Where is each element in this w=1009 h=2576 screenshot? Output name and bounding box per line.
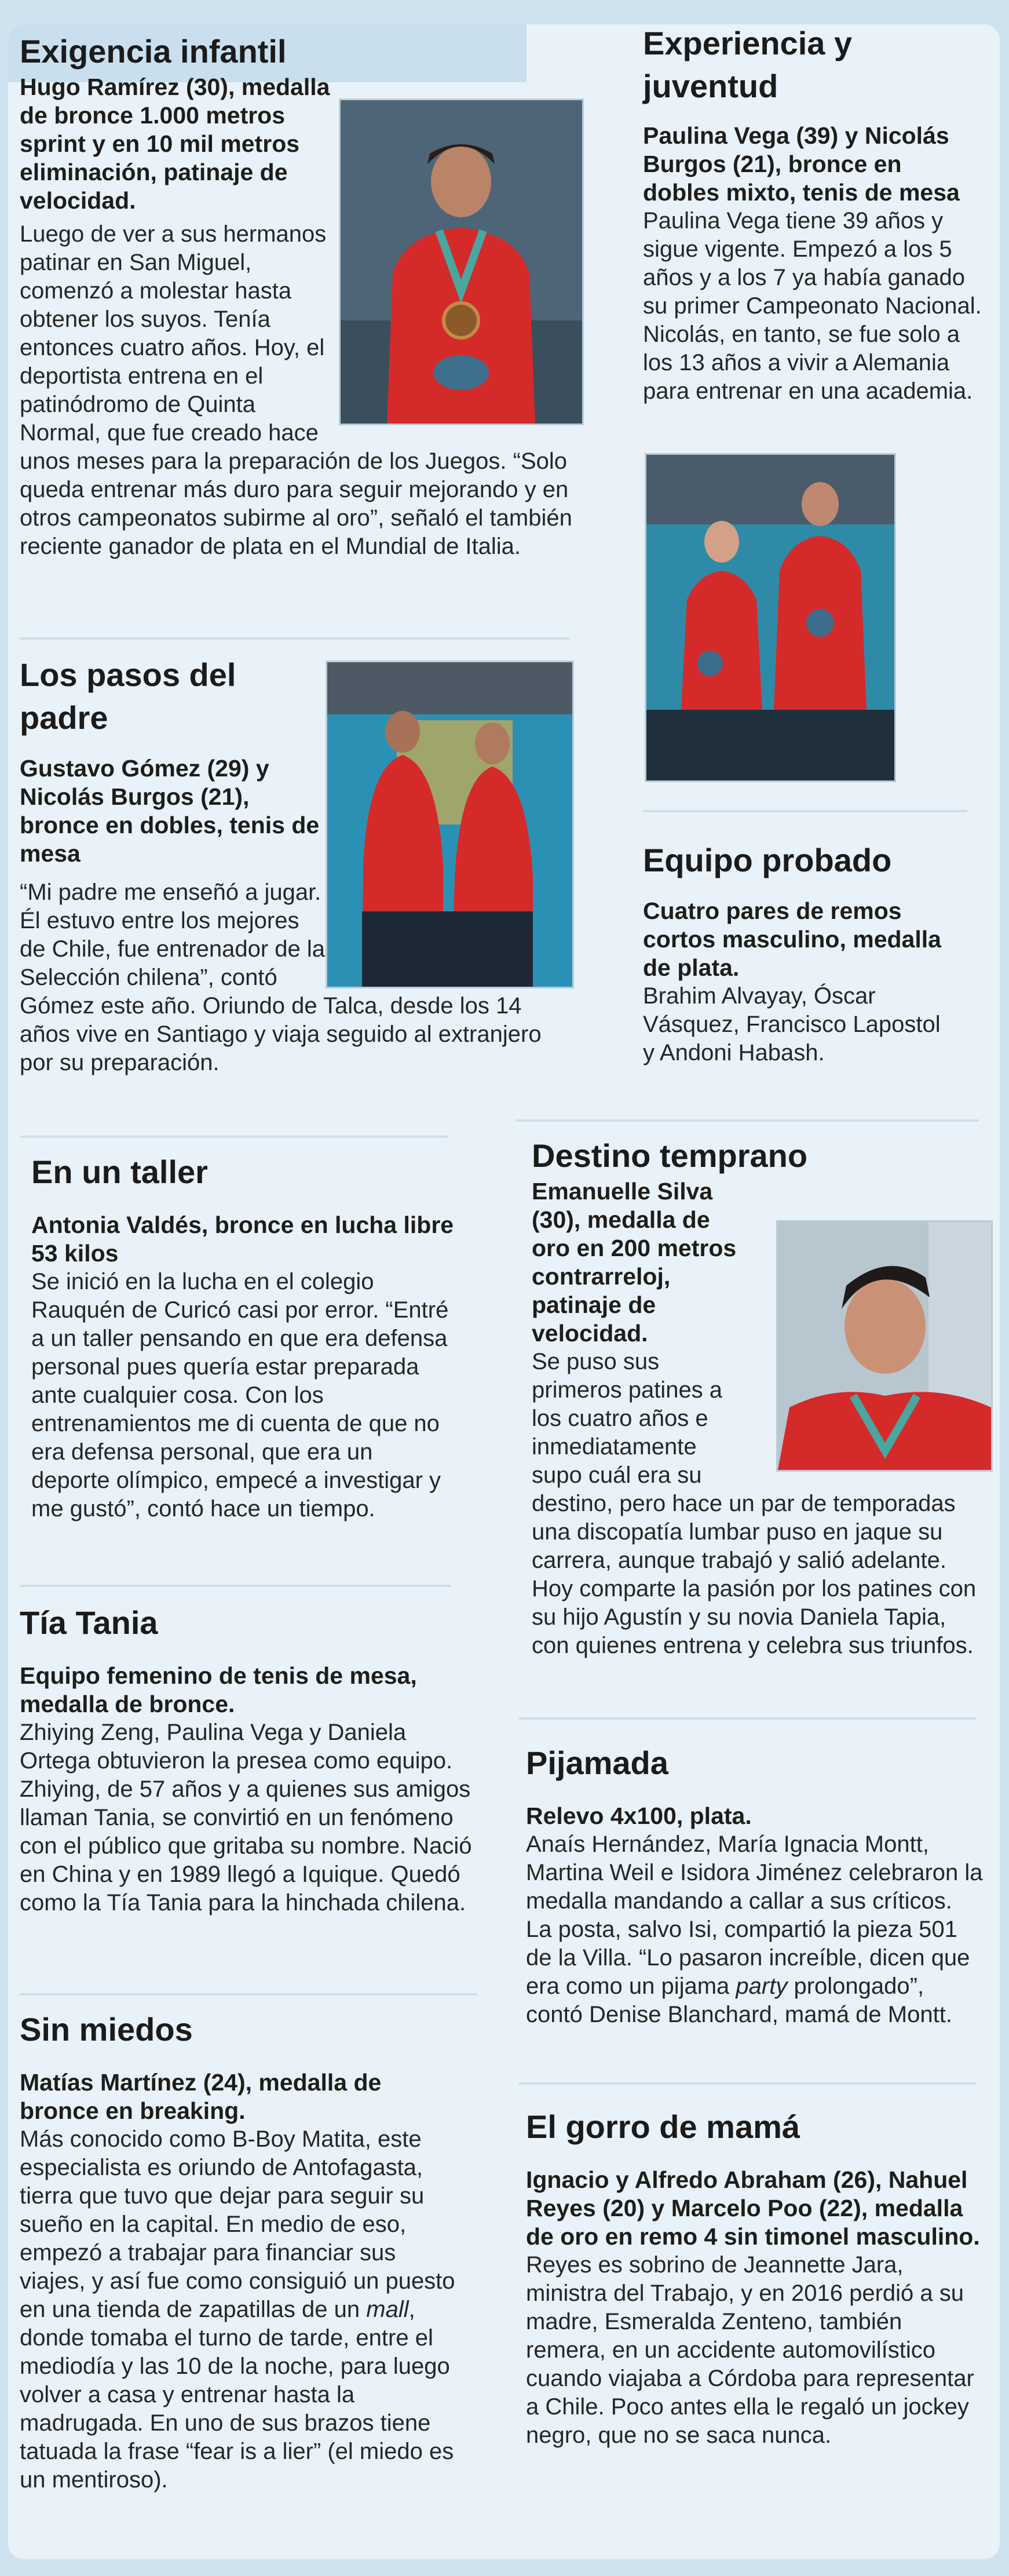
section-title: En un taller	[31, 1154, 208, 1190]
section-body: Paulina Vega tiene 39 años y sigue vigente. Empezó a los 5 años y a los 7 ya había ganado su primer Campeonato Nacional. Nicolás, en tanto, se fue solo a los 13 años a vivir a Alemania para entrenar en una academia.	[643, 208, 982, 404]
section-tania	[20, 1601, 477, 1917]
divider	[519, 1717, 977, 1720]
section-body-part: prolongado”, contó Denise Blanchard, mamá de Montt.	[526, 1973, 952, 2027]
section-body-italic: party	[736, 1973, 788, 1999]
section-body: Se puso sus primeros patines a los cuatro años e inmediatamente supo cuál era su	[532, 1349, 723, 1488]
section-title: Tía Tania	[20, 1604, 158, 1641]
section-lead: Paulina Vega (39) y Nicolás Burgos (21), bronce en dobles mixto, tenis de mesa	[643, 122, 960, 206]
photo-hugo-ramirez	[339, 98, 584, 425]
divider	[20, 1993, 477, 1995]
section-title: Destino temprano	[532, 1137, 808, 1174]
divider	[516, 1119, 979, 1122]
section-title: El gorro de mamá	[526, 2108, 800, 2145]
section-lead: Antonia Valdés, bronce en lucha libre 53 kilos	[31, 1212, 454, 1267]
section-experiencia	[643, 22, 985, 406]
section-body-italic: mall	[366, 2297, 409, 2322]
section-body: Brahim Alvayay, Óscar Vásquez, Francisco Lapostol y Andoni Habash.	[643, 983, 941, 1066]
section-body: Zhiying Zeng, Paulina Vega y Daniela Ortega obtuvieron la presea como equipo. Zhiying, de 57 años y a quienes sus amigos llaman Tania, se convirtió en un fenómeno con el público que gritaba su nombre. Nació en China y en 1989 llegó a Iquique. Quedó como la Tía Tania para la hinchada chilena.	[20, 1720, 472, 1915]
divider	[643, 810, 967, 812]
section-lead: Ignacio y Alfredo Abraham (26), Nahuel Reyes (20) y Marcelo Poo (22), medalla de oro en remo 4 sin timonel masculino.	[526, 2166, 980, 2250]
medalist-photo-icon	[646, 455, 894, 780]
section-title: Pijamada	[526, 1745, 668, 1781]
section-body: “Mi padre me enseñó a jugar. Él estuvo entre los mejores de Chile, fue entrenador de la Selección chilena”, contó Gómez este año. Oriundo de Talca, desde los 14 años vive en Santiago y viaja seguido al extranjero por su preparación.	[20, 880, 542, 1075]
section-lead: Cuatro pares de remos cortos masculino, medalla de plata.	[643, 897, 941, 981]
section-probado	[643, 839, 979, 1067]
section-lead: Relevo 4x100, plata.	[526, 1803, 752, 1829]
medalist-photo-icon	[341, 100, 582, 424]
section-title: Experiencia y juventud	[643, 25, 853, 104]
section-lead: Gustavo Gómez (29) y Nicolás Burgos (21), bronce en dobles, tenis de mesa	[20, 755, 320, 867]
section-body-part: , donde tomaba el turno de tarde, entre el mediodía y las 10 de la noche, para luego volver a casa y entrenar hasta la madrugada. En uno de sus brazos tiene tatuada la frase “fear is a lier” (el miedo es un mentiroso).	[20, 2297, 454, 2493]
section-lead: Matías Martínez (24), medalla de bronce en breaking.	[20, 2069, 382, 2124]
photo-gomez-burgos	[326, 661, 574, 988]
section-body: Reyes es sobrino de Jeannette Jara, ministra del Trabajo, y en 2016 perdió a su madre, Esmeralda Zenteno, también remera, en un accidente automovilístico cuando viajaba a Córdoba para representar a Chile. Poco antes ella le regaló un jockey negro, que no se saca nunca.	[526, 2252, 974, 2448]
section-body: Se inició en la lucha en el colegio Rauquén de Curicó casi por error. “Entré a un taller pensando en que era defensa personal pues quería estar preparada ante cualquier cosa. Con los entrenamientos me di cuenta de que no era defensa personal, que era un deporte olímpico, empecé a investigar y me gustó”, contó hace un tiempo.	[31, 1269, 449, 1521]
section-miedos	[20, 2008, 460, 2494]
section-body: Luego de ver a sus hermanos patinar en San Miguel, comenzó a molestar hasta obtener los suyos. Tenía entonces cuatro años. Hoy, el deportista entrena en el patinódromo de Quinta Normal, que fue creado hace unos meses para la preparación de los Juegos. “Solo queda entrenar más duro para seguir mejorando y en otros campeonatos subirme al oro”, señaló el también reciente ganador de plata en el Mundial de Italia.	[20, 221, 572, 559]
photo-vega-burgos	[645, 453, 896, 782]
section-pijamada	[526, 1742, 984, 2029]
section-taller	[31, 1151, 457, 1523]
section-gorro	[526, 2106, 984, 2450]
section-body	[20, 2125, 460, 2494]
section-lead: Hugo Ramírez (30), medalla de bronce 1.000 metros sprint y en 10 mil metros eliminación, patinaje de velocidad.	[20, 74, 330, 214]
medalist-photo-icon	[778, 1222, 991, 1470]
medalist-photo-icon	[327, 662, 572, 987]
divider	[20, 1585, 451, 1587]
divider	[20, 1136, 448, 1138]
section-lead: Emanuelle Silva (30), medalla de oro en 200 metros contrarreloj, patinaje de velocidad.	[532, 1178, 737, 1347]
divider	[519, 2082, 977, 2085]
section-title: Sin miedos	[20, 2011, 193, 2048]
divider	[20, 637, 570, 640]
section-body-part: Anaís Hernández, María Ignacia Montt, Martina Weil e Isidora Jiménez celebraron la medalla mandando a callar a sus críticos. La posta, salvo Isi, compartió la pieza 501 de la Villa. “Lo pasaron increíble, dicen que era como un pijama	[526, 1831, 983, 1999]
section-pasos	[20, 654, 327, 868]
section-body-part: Más conocido como B-Boy Matita, este especialista es oriundo de Antofagasta, tierra que tuvo que dejar para seguir su sueño en la capital. En medio de eso, empezó a trabajar para financiar sus viajes, y así fue como consiguió un puesto en una tienda de zapatillas de un	[20, 2126, 455, 2322]
section-title: Los pasos del padre	[20, 656, 236, 736]
section-title: Equipo probado	[643, 842, 892, 878]
section-body-continued: destino, pero hace un par de temporadas una discopatía lumbar puso en jaque su carrera, aunque trabajó y salió adelante. Hoy comparte la pasión por los patines con su hijo Agustín y su novia Daniela Tapia, con quienes entrena y celebra sus triunfos.	[532, 1491, 977, 1658]
photo-emanuelle-silva	[776, 1220, 993, 1472]
section-title: Exigencia infantil	[20, 33, 287, 70]
section-lead: Equipo femenino de tenis de mesa, medalla de bronce.	[20, 1662, 417, 1717]
section-body	[526, 1830, 984, 2029]
